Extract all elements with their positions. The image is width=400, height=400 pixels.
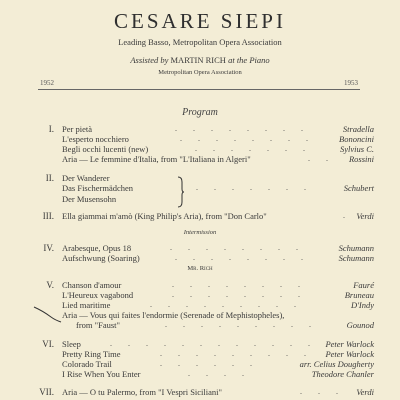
performer-subtitle: Leading Basso, Metropolitan Opera Association <box>118 37 282 47</box>
program-item-title: L'esperto nocchiero <box>62 134 129 144</box>
program-item-composer: D'Indy <box>350 300 374 310</box>
affiliation: Metropolitan Opera Association <box>158 69 242 76</box>
group-numeral-5: V. <box>46 280 54 290</box>
program-item-title: Lied maritime <box>62 300 111 310</box>
program-item-composer: Stradella <box>342 124 374 134</box>
program-item-composer: Bruneau <box>344 290 374 300</box>
program-item-title: Aria — O tu Palermo, from "I Vespri Siciliani" <box>62 387 222 397</box>
program-item-composer: Gounod <box>346 320 374 330</box>
leader-dots: . . . . . . . . <box>180 134 315 143</box>
program-item-title: L'Heureux vagabond <box>62 290 134 300</box>
year-left: 1952 <box>40 79 54 87</box>
program-item-composer: arr. Celius Dougherty <box>299 359 374 369</box>
leader-dots: . . . <box>300 387 345 396</box>
assisted-suffix: at the Piano <box>228 55 270 65</box>
group-numeral-4: IV. <box>43 243 54 253</box>
program-item-title: Per pietà <box>62 124 92 134</box>
page-title: CESARE SIEPI <box>114 9 286 33</box>
leader-dots: . . . . . . . . <box>170 243 305 252</box>
group-numeral-2: II. <box>45 173 54 183</box>
leader-dots: . . . . . . . <box>195 144 312 153</box>
leader-dots: . . . . . . . . <box>172 290 307 299</box>
group-numeral-7: VII. <box>39 387 54 397</box>
program-item-title: Der Wanderer <box>62 173 110 183</box>
group-numeral-6: VI. <box>42 339 54 349</box>
leader-dots: . . <box>308 154 335 163</box>
accompanist-name: MARTIN RICH <box>170 55 226 65</box>
program-item-composer: Theodore Chanler <box>311 369 374 379</box>
program-item-title: Arabesque, Opus 18 <box>62 243 132 253</box>
leader-dots: . . . . . . . . . <box>165 320 318 329</box>
program-item-title: Chanson d'amour <box>62 280 122 290</box>
leader-dots: . . . . . . . . <box>175 253 310 262</box>
program-item-title: Das Fischermädchen <box>62 183 134 193</box>
program-item-title: Pretty Ring Time <box>62 349 121 359</box>
program-item-composer: Verdi <box>356 387 374 397</box>
program-item-title: Aria — Vous qui faites l'endormie (Serenade of Mephistopheles), <box>62 310 285 320</box>
program-item-title: from "Faust" <box>76 320 121 330</box>
group-numeral-3: III. <box>42 211 54 221</box>
leader-dots: . . . . . . . . . . . . <box>110 339 317 348</box>
leader-dots: . . . . . . . <box>196 183 313 192</box>
program-item-title: I Rise When You Enter <box>62 369 141 379</box>
year-right: 1953 <box>344 79 358 87</box>
program-item-title: Der Musensohn <box>62 194 117 204</box>
leader-dots: . . . . . . . . . <box>150 300 303 309</box>
program-item-composer: Peter Warlock <box>325 349 374 359</box>
group-numeral-1: I. <box>48 124 54 134</box>
program-item-composer: Fauré <box>353 280 374 290</box>
leader-dots: . . . . . . . . <box>175 124 310 133</box>
program-item-composer: Schumann <box>338 253 374 263</box>
program-item-title: Aufschwung (Soaring) <box>62 253 140 263</box>
assisted-prefix: Assisted by <box>130 55 169 65</box>
pianist-interlude-label: Mr. Rich <box>187 265 213 272</box>
program-item-title: Sleep <box>62 339 81 349</box>
program-item-title: Ella giammai m'amò (King Philip's Aria), from "Don Carlo" <box>62 211 267 221</box>
program-item-composer: Bononcini <box>339 134 374 144</box>
leader-dots: . <box>343 211 352 220</box>
program-item-composer: Rossini <box>348 154 374 164</box>
program-item-title: Aria — Le femmine d'Italia, from "L'Italiana in Algeri" <box>62 154 251 164</box>
program-item-composer: Peter Warlock <box>325 339 374 349</box>
leader-dots: . . . . <box>188 369 251 378</box>
program-item-composer: Sylvius C. <box>340 144 374 154</box>
leader-dots: . . . . . . . . . <box>160 349 313 358</box>
grouping-brace <box>177 176 185 208</box>
leader-dots: . . . . . . <box>160 359 259 368</box>
leader-dots: . . . . . . . . <box>172 280 307 289</box>
intermission-label: Intermission <box>183 229 217 236</box>
pencil-mark <box>33 305 63 323</box>
accompanist-line <box>0 55 400 65</box>
program-heading: Program <box>182 107 218 118</box>
program-item-composer: Schubert <box>343 183 374 193</box>
program-item-title: Colorado Trail <box>62 359 112 369</box>
program-item-composer: Verdi <box>356 211 374 221</box>
program-item-composer: Schumann <box>338 243 374 253</box>
header-divider <box>38 89 360 90</box>
program-item-title: Begli occhi lucenti (new) <box>62 144 149 154</box>
